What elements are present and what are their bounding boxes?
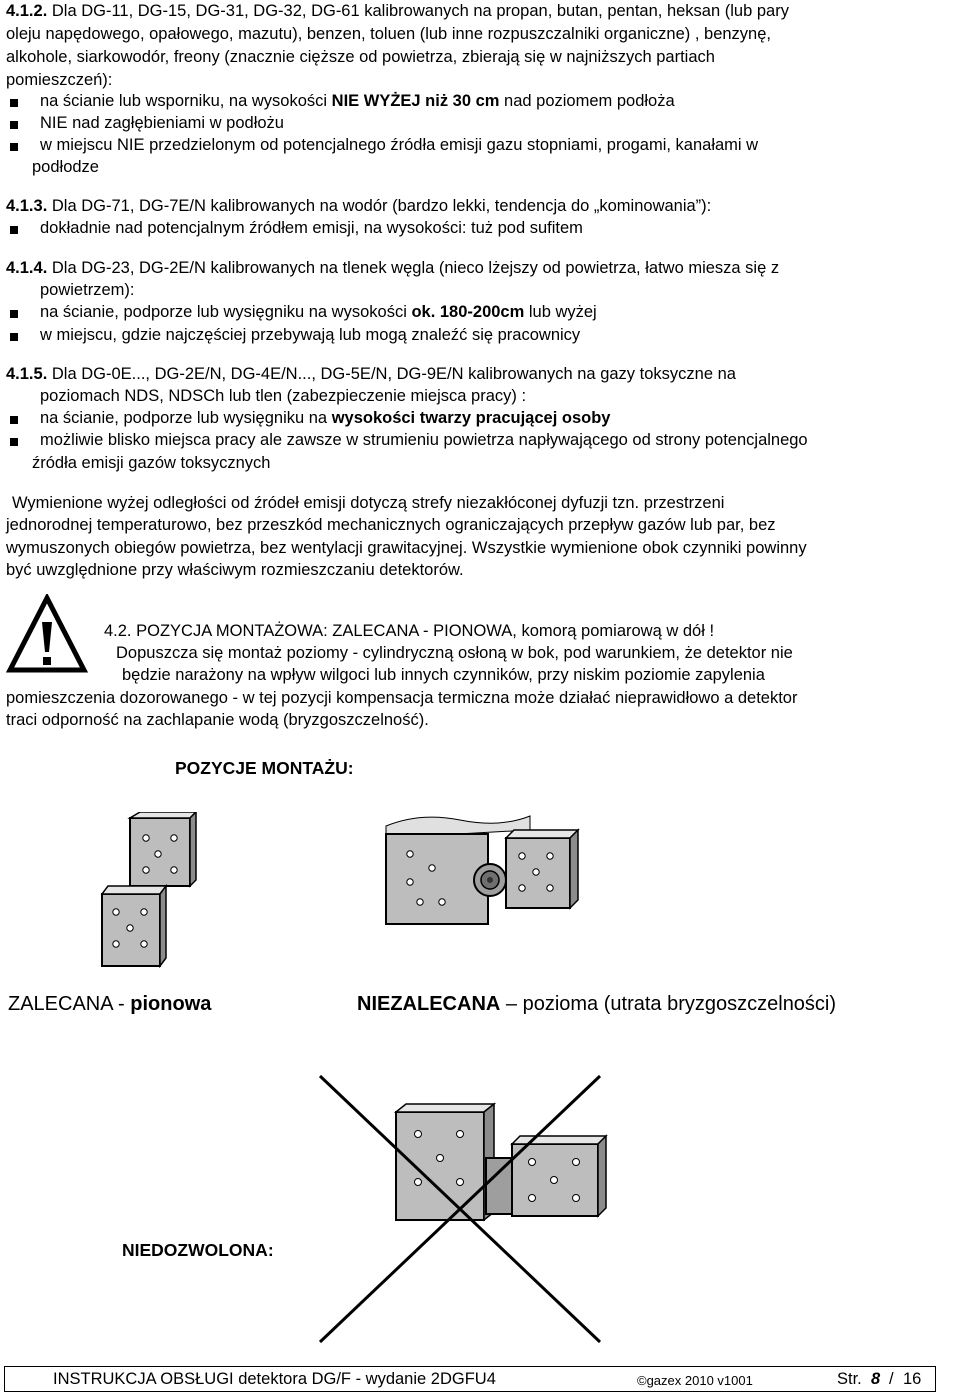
- section-413-bullet1: dokładnie nad potencjalnym źródłem emisji, na wysokości: tuż pod sufitem: [40, 219, 583, 237]
- bullet-square-icon: [10, 226, 18, 234]
- section-412-line3: alkohole, siarkowodór, freony (znacznie cięższe od powietrza, zbierają się w najniższych partiach: [6, 48, 715, 66]
- section-412-bullet1: na ścianie lub wsporniku, na wysokości NIE WYŻEJ niż 30 cm nad poziomem podłoża: [40, 92, 675, 110]
- bullet-square-icon: [10, 143, 18, 151]
- section-412-bullet3-line1: w miejscu NIE przedzielonym od potencjalnego źródła emisji gazu stopniami, progami, kanałami w: [40, 136, 759, 154]
- section-414-bullet2: w miejscu, gdzie najczęściej przebywają lub mogą znaleźć się pracownicy: [40, 326, 581, 344]
- section-412-line4: pomieszczeń):: [6, 71, 113, 89]
- bullet-square-icon: [10, 416, 18, 424]
- paragraph-line4: być uwzględnione przy właściwym rozmieszczaniu detektorów.: [6, 561, 464, 579]
- footer-page-number: 8: [871, 1370, 881, 1388]
- paragraph-line2: jednorodnej temperaturowo, bez przeszkód mechanicznych ograniczających przepływ gazów lub par, bez: [6, 516, 776, 534]
- section-413-heading: 4.1.3. Dla DG-71, DG-7E/N kalibrowanych na wodór (bardzo lekki, tendencja do „kominowania”):: [6, 197, 712, 215]
- section-415-bullet2-line1: możliwie blisko miejsca pracy ale zawsze w strumieniu powietrza napływającego od strony potencjalnego: [40, 431, 808, 449]
- footer-page-separator: /: [889, 1370, 894, 1388]
- footer-left-margin: [0, 1366, 20, 1392]
- section-412-bullet3-line2: podłodze: [32, 158, 99, 176]
- section-42-heading: 4.2. POZYCJA MONTAŻOWA: ZALECANA - PIONOWA, komorą pomiarową w dół !: [104, 622, 715, 640]
- section-415-bullet1: na ścianie, podporze lub wysięgniku na wysokości twarzy pracującej osoby: [40, 409, 611, 427]
- section-414-bullet1: na ścianie, podporze lub wysięgniku na wysokości ok. 180-200cm lub wyżej: [40, 303, 597, 321]
- page-footer: [4, 1366, 936, 1392]
- bullet-square-icon: [10, 121, 18, 129]
- section-414-line1: 4.1.4. Dla DG-23, DG-2E/N kalibrowanych na tlenek węgla (nieco lżejszy od powietrza, łatwo miesza się z: [6, 259, 780, 277]
- footer-manual-title: INSTRUKCJA OBSŁUGI detektora DG/F - wydanie 2DGFU4: [53, 1370, 496, 1388]
- paragraph-line1: Wymienione wyżej odległości od źródeł emisji dotyczą strefy niezakłóconej dyfuzji tzn. przestrzeni: [12, 494, 725, 512]
- figures-title: POZYCJE MONTAŻU:: [175, 758, 354, 778]
- footer-copyright: ©gazex 2010 v1001: [637, 1373, 753, 1388]
- caption-recommended: ZALECANA - pionowa: [8, 993, 212, 1015]
- detector-vertical-icon: [88, 812, 198, 972]
- section-415-line1: 4.1.5. Dla DG-0E..., DG-2E/N, DG-4E/N..., DG-5E/N, DG-9E/N kalibrowanych na gazy toksyczne na: [6, 365, 736, 383]
- section-412-line1: 4.1.2. Dla DG-11, DG-15, DG-31, DG-32, DG-61 kalibrowanych na propan, butan, pentan, heksan (lub pary: [6, 2, 789, 20]
- section-415-bullet2-line2: źródła emisji gazów toksycznych: [32, 454, 271, 472]
- section-412-bullet2: NIE nad zagłębieniami w podłożu: [40, 114, 284, 132]
- paragraph-line3: wymuszonych obiegów powietrza, bez wentylacji grawitacyjnej. Wszystkie wymienione obok czynniki powinny: [6, 539, 807, 557]
- warning-triangle-icon: [6, 594, 88, 674]
- bullet-square-icon: [10, 333, 18, 341]
- bullet-square-icon: [10, 99, 18, 107]
- caption-not-recommended: NIEZALECANA – pozioma (utrata bryzgoszczelności): [357, 993, 837, 1015]
- section-42-line5: traci odporność na zachlapanie wodą (bryzgoszczelność).: [6, 711, 429, 729]
- section-415-line2: poziomach NDS, NDSCh lub tlen (zabezpieczenie miejsca pracy) :: [40, 387, 527, 405]
- section-414-line2: powietrzem):: [40, 281, 135, 299]
- caption-forbidden: NIEDOZWOLONA:: [122, 1240, 274, 1260]
- section-42-line3: będzie narażony na wpływ wilgoci lub innych czynników, przy niskim poziomie zapylenia: [122, 666, 765, 684]
- detector-forbidden-icon: [300, 1070, 620, 1350]
- bullet-square-icon: [10, 438, 18, 446]
- bullet-square-icon: [10, 310, 18, 318]
- detector-horizontal-icon: [380, 808, 590, 933]
- section-42-line2: Dopuszcza się montaż poziomy - cylindryczną osłoną w bok, pod warunkiem, że detektor nie: [116, 644, 793, 662]
- footer-page-prefix: Str.: [837, 1370, 862, 1388]
- footer-page-total: 16: [903, 1370, 922, 1388]
- section-412-line2: oleju napędowego, opałowego, mazutu), benzen, toluen (lub inne rozpuszczalniki organiczne) , benzynę,: [6, 25, 771, 43]
- section-42-line4: pomieszczenia dozorowanego - w tej pozycji kompensacja termiczna może działać nieprawidłowo a detektor: [6, 689, 798, 707]
